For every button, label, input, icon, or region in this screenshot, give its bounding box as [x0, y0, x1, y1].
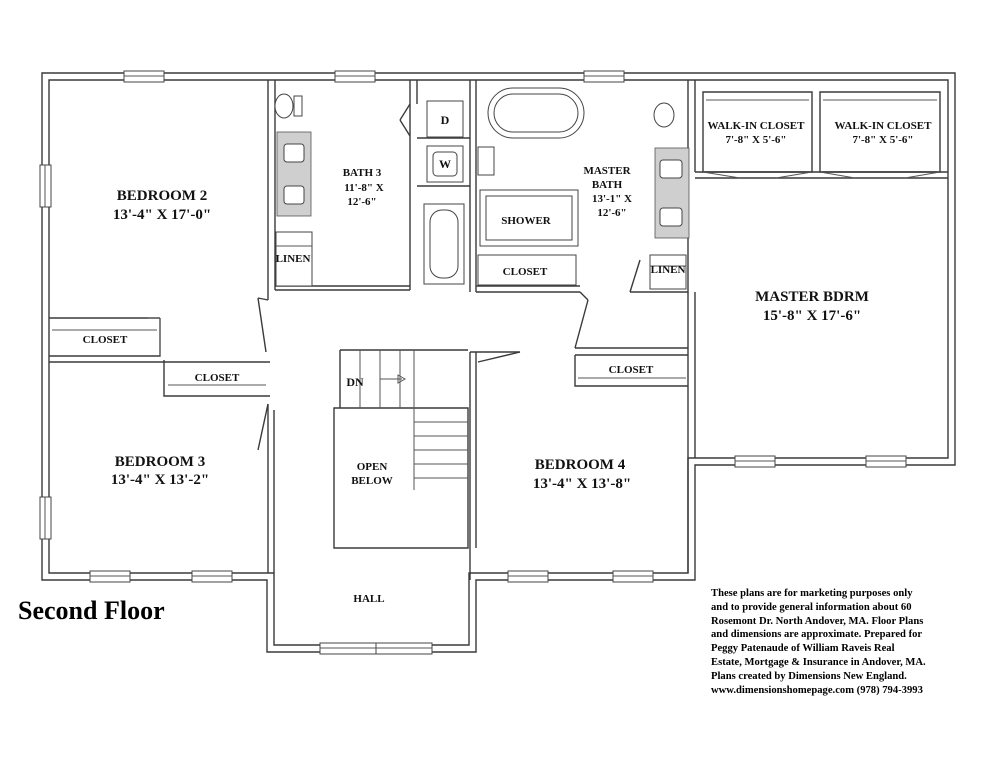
open-below-line2: BELOW	[351, 475, 393, 487]
walkin-closet-2-dims: 7'-8" X 5'-6"	[852, 134, 914, 146]
master-bath-name-line1: MASTER	[583, 165, 631, 177]
disclaimer-line: Rosemont Dr. North Andover, MA. Floor Plans	[711, 615, 924, 627]
bedroom4-dims: 13'-4" X 13'-8"	[532, 476, 632, 492]
bedroom4-closet-label: CLOSET	[608, 364, 654, 376]
master-bdrm-name: MASTER BDRM	[755, 289, 869, 305]
dryer-label: D	[440, 113, 450, 127]
room-labels	[83, 113, 932, 605]
master-bath-fixtures	[478, 88, 689, 289]
disclaimer-line: and dimensions are approximate. Prepared for	[711, 629, 923, 641]
interior-walls	[49, 80, 948, 580]
master-bath-name-line2: BATH	[591, 179, 623, 191]
bath3-linen-label: LINEN	[275, 253, 311, 265]
walkin-closet-2-name: WALK-IN CLOSET	[834, 120, 932, 132]
bedroom2-name: BEDROOM 2	[116, 188, 208, 204]
disclaimer-line: Estate, Mortgage & Insurance in Andover, MA.	[711, 656, 926, 668]
master-bath-closet-label: CLOSET	[502, 266, 548, 278]
open-below-line1: OPEN	[356, 461, 388, 473]
stairs-down-label: DN	[346, 375, 364, 389]
disclaimer-line: www.dimensionshomepage.com (978) 794-3993	[711, 684, 923, 696]
disclaimer-line: Peggy Patenaude of William Raveis Real	[711, 643, 895, 655]
master-bath-dims-line2: 12'-6"	[597, 207, 627, 219]
master-bath-dims-line1: 13'-1" X	[591, 193, 633, 205]
disclaimer-text	[711, 587, 986, 697]
bath3-dims-line1: 11'-8" X	[344, 182, 384, 194]
shower-label: SHOWER	[501, 215, 551, 227]
bedroom3-dims: 13'-4" X 13'-2"	[110, 472, 210, 488]
walkin-closet-1-name: WALK-IN CLOSET	[707, 120, 805, 132]
disclaimer-line: These plans are for marketing purposes only	[711, 588, 913, 599]
master-linen-label: LINEN	[650, 264, 686, 276]
bath3-dims-line2: 12'-6"	[347, 196, 377, 208]
bedroom2-closet-label: CLOSET	[82, 334, 128, 346]
bedroom3-closet-label: CLOSET	[194, 372, 240, 384]
floor-title: Second Floor	[18, 596, 165, 625]
bath3-name: BATH 3	[342, 167, 382, 179]
bedroom2-dims: 13'-4" X 17'-0"	[112, 207, 212, 223]
disclaimer-line: and to provide general information about 60	[711, 601, 912, 613]
hall-label: HALL	[353, 593, 385, 605]
master-bdrm-dims: 15'-8" X 17'-6"	[762, 308, 862, 324]
bedroom3-name: BEDROOM 3	[114, 454, 206, 470]
washer-label: W	[439, 157, 451, 171]
disclaimer-line: Plans created by Dimensions New England.	[711, 670, 907, 682]
bedroom4-name: BEDROOM 4	[534, 457, 626, 473]
walkin-closet-1-dims: 7'-8" X 5'-6"	[725, 134, 787, 146]
